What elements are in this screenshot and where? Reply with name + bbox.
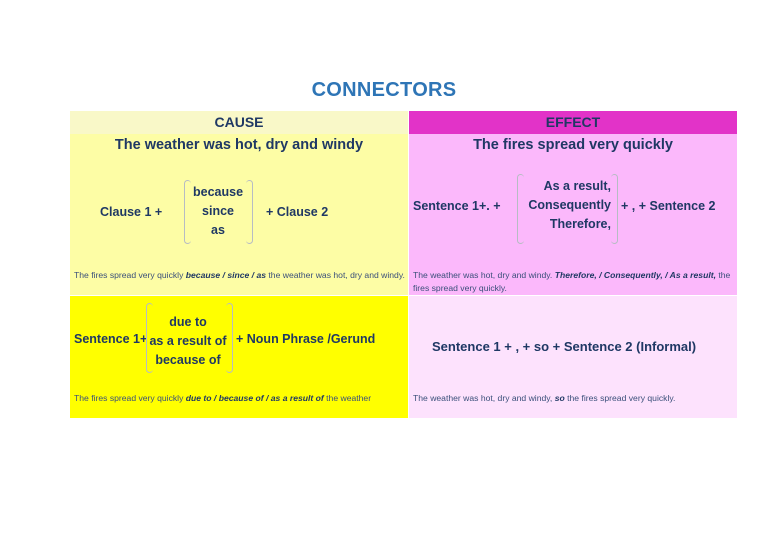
cause-connector-options bbox=[188, 183, 248, 240]
cause-connector-options-2 bbox=[148, 313, 228, 370]
connector-option: Therefore, bbox=[549, 217, 611, 231]
effect-panel bbox=[409, 111, 737, 295]
connector-option: because of bbox=[155, 353, 221, 367]
effect-panel-2 bbox=[409, 296, 737, 418]
effect-formula-right: + , + Sentence 2 bbox=[621, 199, 716, 213]
cause-header: CAUSE bbox=[70, 111, 408, 134]
connector-option: As a result, bbox=[543, 179, 611, 193]
cause-formula2-left: Sentence 1+ bbox=[74, 332, 148, 346]
right-brace-icon bbox=[611, 174, 618, 244]
cause-panel-2 bbox=[70, 296, 408, 418]
connector-option: due to bbox=[169, 315, 207, 329]
connector-option: as a result of bbox=[149, 334, 227, 348]
cause-panel bbox=[70, 111, 408, 295]
right-brace-icon bbox=[226, 303, 233, 373]
effect-formula-left: Sentence 1+. + bbox=[413, 199, 501, 213]
connector-option: Consequently bbox=[528, 198, 611, 212]
cause-example-sentence: The fires spread very quickly because / since / as the weather was hot, dry and windy. bbox=[74, 270, 405, 280]
cause-formula-left: Clause 1 + bbox=[100, 205, 163, 219]
effect-example-title: The fires spread very quickly bbox=[473, 137, 673, 153]
page-title: CONNECTORS bbox=[311, 79, 457, 101]
effect-header: EFFECT bbox=[409, 111, 737, 134]
effect-example-sentence-2: The weather was hot, dry and windy, so the fires spread very quickly. bbox=[413, 393, 676, 403]
effect-connector-options bbox=[519, 177, 611, 234]
right-brace-icon bbox=[246, 180, 253, 244]
connector-option: as bbox=[211, 223, 225, 237]
effect-formula2: Sentence 1 + , + so + Sentence 2 (Informal) bbox=[432, 339, 697, 354]
cause-formula2-right: + Noun Phrase /Gerund bbox=[236, 332, 376, 346]
cause-example-title: The weather was hot, dry and windy bbox=[114, 137, 364, 153]
connector-option: because bbox=[192, 185, 244, 199]
cause-example-sentence-2: The fires spread very quickly due to / because of / as a result of the weather bbox=[74, 393, 372, 403]
cause-formula-right: + Clause 2 bbox=[266, 205, 329, 219]
effect-example-sentence: The weather was hot, dry and windy. Therefore, / Consequently, / As a result, the fires spread very quickly. bbox=[413, 270, 731, 293]
connector-option: since bbox=[202, 204, 234, 218]
